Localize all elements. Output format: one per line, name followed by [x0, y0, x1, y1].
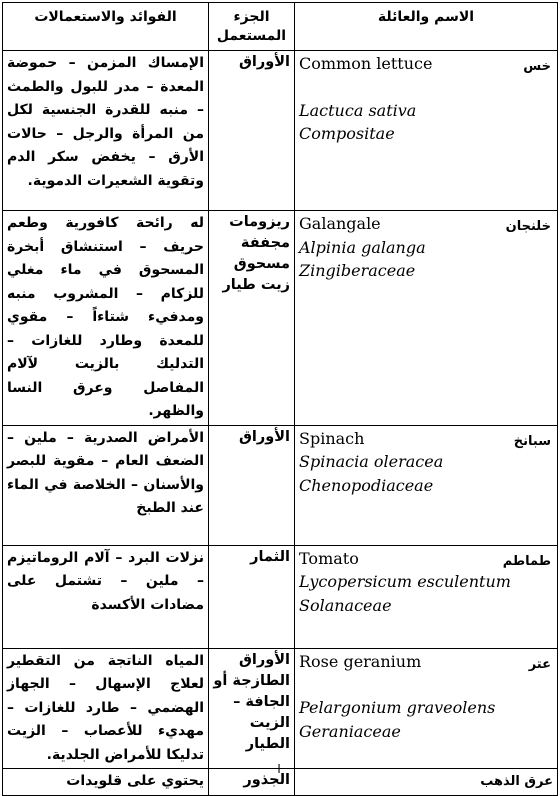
english-name: Tomato — [299, 548, 359, 568]
part-cell — [209, 211, 295, 426]
part-line: ريزومات — [229, 214, 290, 230]
english-name: Spinach — [299, 428, 365, 448]
english-name: Common lettuce — [299, 54, 433, 73]
part-line: مسحوق — [233, 256, 290, 272]
part-line: الزيت الطيار — [245, 714, 290, 752]
table-row — [3, 51, 558, 211]
table-row — [3, 545, 558, 648]
arabic-name: طماطم — [502, 553, 551, 569]
header-uses: الفوائد والاستعمالات — [3, 3, 209, 51]
part-cell — [209, 545, 295, 648]
family-name: Zingiberaceae — [299, 261, 416, 280]
family-name: Chenopodiaceae — [299, 475, 434, 495]
uses-cell: نزلات البرد – آلام الروماتيزم – ملين – تشتمل على مضادات الأكسدة — [3, 545, 209, 648]
part-line: الأوراق — [238, 651, 290, 668]
family-name: Compositae — [299, 124, 395, 143]
arabic-name: خلنجان — [505, 219, 551, 234]
uses-cell: له رائحة كافورية وطعم حريف – استنشاق أبخرة المسحوق في ماء مغلي للزكام – المشروب منبه ومدفيء شتاءاً – مقوي للمعدة وطارد للغازات – التدليك بالزيت لآلام المفاصل وعرق النسا والظهر. — [3, 211, 209, 426]
part-line: الجذور — [243, 772, 290, 788]
part-line: مجففة — [240, 235, 290, 251]
table-row — [3, 211, 558, 426]
uses-cell: الإمساك المزمن – حموضة المعدة – مدر للبول والطمث – منبه للقدرة الجنسية لكل من المرأة والرجل – حالات الأرق – يخفض سكر الدم وتقوية الشعيرات الدموية. — [3, 51, 209, 211]
name-cell — [295, 51, 558, 211]
name-cell — [295, 211, 558, 426]
arabic-name: عرق الذهب — [480, 774, 553, 789]
scientific-name: Spinacia oleracea — [299, 452, 444, 471]
table-row — [3, 425, 558, 545]
scientific-name: Pelargonium graveolens — [299, 698, 496, 717]
uses-cell: يحتوي على قلويدات — [3, 769, 209, 796]
arabic-name: عتر — [528, 656, 551, 672]
name-cell — [295, 545, 558, 648]
part-cell — [209, 51, 295, 211]
uses-cell: الأمراض الصدرية – ملين – الضعف العام – مقوية للبصر والأسنان – الخلاصة في الماء عند الطبخ — [3, 425, 209, 545]
name-cell — [295, 648, 558, 769]
header-part — [209, 3, 295, 51]
arabic-name: خس — [523, 59, 551, 74]
english-name: Galangale — [299, 214, 381, 233]
header-part-line1: الجزء — [233, 9, 270, 25]
family-name: Solanaceae — [299, 595, 392, 615]
scientific-name: Lactuca sativa — [299, 100, 417, 120]
scientific-name: Alpinia galanga — [299, 237, 426, 257]
page-footer-mark: ا — [277, 763, 281, 775]
part-line: الجافة – — [233, 693, 290, 710]
header-name: الاسم والعائلة — [295, 3, 558, 51]
part-line: زيت طيار — [222, 277, 290, 293]
arabic-name: سبانخ — [513, 433, 551, 449]
name-cell — [295, 425, 558, 545]
part-line: الأوراق — [238, 428, 290, 445]
scientific-name: Lycopersicum esculentum — [299, 572, 511, 591]
herbs-table — [2, 2, 558, 796]
part-cell — [209, 648, 295, 769]
english-name: Rose geranium — [299, 651, 422, 671]
header-part-line2: المستعمل — [216, 28, 287, 44]
name-cell — [295, 769, 558, 796]
part-line: الأوراق — [238, 54, 290, 70]
part-cell — [209, 425, 295, 545]
table-header-row — [3, 3, 558, 51]
uses-cell: المياه الناتجة من التقطير لعلاج الإسهال – الجهاز الهضمي – طارد للغازات – مهديء للأعصاب – الزيت تدليكا للأمراض الجلدية. — [3, 648, 209, 769]
table-row — [3, 648, 558, 769]
family-name: Geraniaceae — [299, 721, 401, 741]
part-line: الطازجة أو — [213, 672, 290, 689]
part-line: الثمار — [250, 548, 290, 565]
